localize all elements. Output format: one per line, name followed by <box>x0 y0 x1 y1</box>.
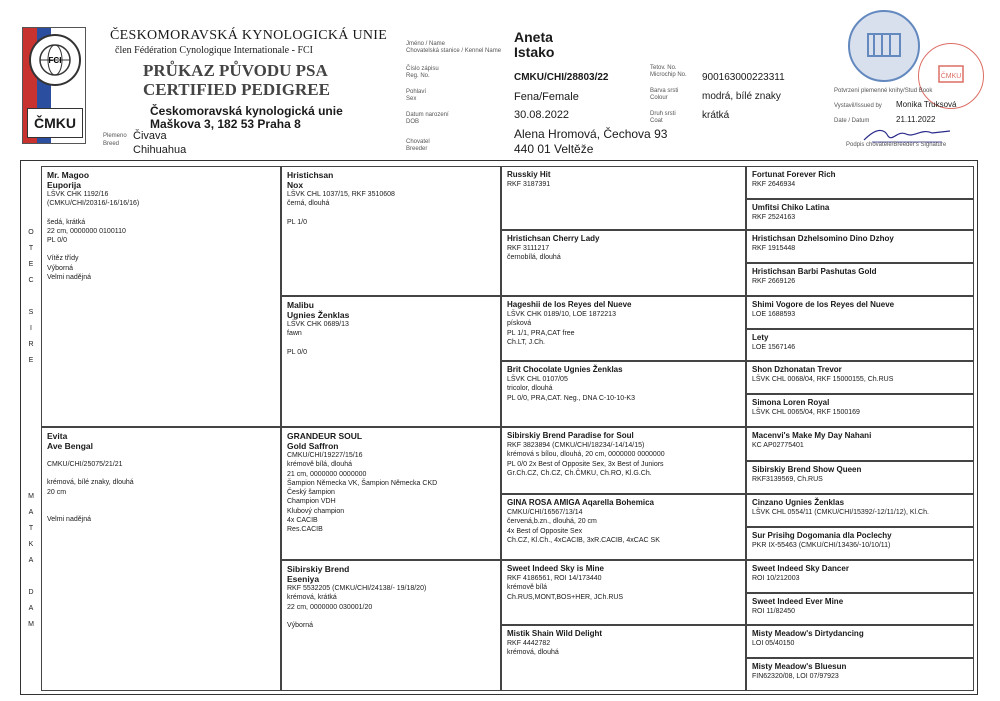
ancestor-line: Ch.RUS,MONT,BOS+HER, JCh.RUS <box>507 593 624 601</box>
ancestor-reg: ROI 11/82450 <box>752 608 796 615</box>
dam-side-label <box>21 489 41 633</box>
ancestor-line: 4x CACIB <box>287 517 318 525</box>
ancestor-line: RKF 5532205 (CMKU/CHI/24138/- 19/18/20) <box>287 585 427 592</box>
sire-letter <box>21 289 41 305</box>
pedigree-title-cz: PRŮKAZ PŮVODU PSA <box>143 61 328 80</box>
gen4-cell <box>746 494 974 527</box>
dam-line: krémová, bílé znaky, dlouhá <box>47 479 134 487</box>
coat-label-en: Coat <box>650 118 663 124</box>
spacer <box>47 469 275 478</box>
ancestor-line: krémově bílá <box>507 584 548 592</box>
ancestor-line: Český šampion <box>287 489 335 497</box>
ancestor-line: CMKU/CHI/16567/13/14 <box>507 509 583 516</box>
ancestor-name: Sibirskiy Brend <box>287 564 350 574</box>
ancestor-reg: LOE 1688593 <box>752 311 796 318</box>
ancestor-line: Ch.CZ, Kl.Ch., 4xCACIB, 3xR.CACIB, 4xCAC SK <box>507 536 660 544</box>
gen4-cell <box>746 461 974 494</box>
sire-dam-cell <box>281 296 501 427</box>
ancestor-name: Misty Meadow's Dirtydancing <box>752 629 864 638</box>
ancestor-line: Res.CACIB <box>287 526 323 534</box>
spacer <box>287 612 495 621</box>
ancestor-line: PL 0/0, PRA,CAT. Neg., DNA C-10-10-K3 <box>507 394 635 402</box>
dam-letter: M <box>28 493 34 500</box>
sire-line: Vítěz třídy <box>47 255 79 263</box>
gen4-cell <box>746 625 974 658</box>
ancestor-name: Lety <box>752 333 769 342</box>
dam-line: 20 cm <box>47 488 67 496</box>
ancestor-line: krémová, dlouhá <box>507 649 559 657</box>
ancestor-line: Výborná <box>287 621 314 629</box>
gen4-cell <box>746 593 974 625</box>
ancestor-line: CMKU/CHI/19227/15/16 <box>287 452 363 459</box>
dam-sire-cell <box>281 427 501 560</box>
spacer <box>47 497 275 506</box>
sire-side-label <box>21 225 41 369</box>
ancestor-reg: RKF 1915448 <box>752 245 796 252</box>
dam-line: Velmi nadějná <box>47 515 91 523</box>
ancestor-line: černá, dlouhá <box>287 200 330 208</box>
gen4-cell <box>746 296 974 329</box>
svg-text:FCI: FCI <box>48 56 62 65</box>
ancestor-name: Hristichsan Barbi Pashutas Gold <box>752 267 877 276</box>
breeder-line2: 440 01 Veltěže <box>514 142 594 156</box>
ancestor-line: Gr.Ch.CZ, Ch.CZ, Ch.ČMKU, Ch.RO, Kl.G.Ch. <box>507 469 652 477</box>
kennel-label: Chovatelská stanice / Kennel Name <box>406 48 502 54</box>
colour-value: modrá, bílé znaky <box>702 91 781 102</box>
ancestor-name: Sibirskiy Brend Show Queen <box>752 465 862 474</box>
organization-membership: člen Fédération Cynologique Internationale - FCI <box>115 45 314 56</box>
dam-letter: A <box>28 557 34 564</box>
pedigree-title-en: CERTIFIED PEDIGREE <box>143 80 330 99</box>
gen3-cell <box>501 230 746 296</box>
ancestor-name: Brit Chocolate Ugnies Ženklas <box>507 365 623 374</box>
ancestor-reg: ROI 10/212003 <box>752 575 800 582</box>
dam-letter: K <box>28 541 34 548</box>
ancestor-name: Hristichsan <box>287 170 334 180</box>
address-street: Maškova 3, 182 53 Praha 8 <box>150 117 301 131</box>
fci-globe-icon <box>29 34 81 86</box>
sire-letter: I <box>30 325 32 332</box>
ancestor-line: Ch.LT, J.Ch. <box>507 338 545 346</box>
coat-value: krátká <box>702 110 730 121</box>
dob-value: 30.08.2022 <box>514 109 570 121</box>
ancestor-line: krémově bílá, dlouhá <box>287 461 352 469</box>
gen3-cell <box>501 166 746 230</box>
dam-cell <box>41 427 281 691</box>
dam-kennel: Ave Bengal <box>47 441 93 451</box>
ancestor-name: Sweet Indeed Ever Mine <box>752 597 844 606</box>
dob-label-cz: Datum narození <box>406 112 449 118</box>
breed-value-en: Chihuahua <box>133 144 187 156</box>
ancestor-name: GRANDEUR SOUL <box>287 431 363 441</box>
organization-name: ČESKOMORAVSKÁ KYNOLOGICKÁ UNIE <box>110 28 388 43</box>
ancestor-kennel: Eseniya <box>287 574 320 584</box>
sire-line: (CMKU/CHI/20316/-16/16/16) <box>47 200 140 208</box>
breeder-line1: Alena Hromová, Čechova 93 <box>514 127 668 141</box>
gen3-cell <box>501 361 746 427</box>
ancestor-line: tricolor, dlouhá <box>507 385 553 393</box>
ancestor-line: Champion VDH <box>287 498 336 506</box>
date-label: Date / Datum <box>834 118 870 124</box>
ancestor-line: červená,b.zn., dlouhá, 20 cm <box>507 518 597 526</box>
ancestor-name: Misty Meadow's Bluesun <box>752 662 847 671</box>
gen3-cell <box>501 560 746 625</box>
ancestor-name: GINA ROSA AMIGA Aqarella Bohemica <box>507 498 654 507</box>
spacer <box>47 451 275 460</box>
gen4-cell <box>746 263 974 296</box>
ancestor-reg: LOI 05/40150 <box>752 640 795 647</box>
ancestor-reg: LŠVK CHL 0068/04, RKF 15000155, Ch.RUS <box>752 376 894 383</box>
ancestor-name: Russkiy Hit <box>507 170 551 179</box>
hologram-stamp-icon <box>848 10 920 82</box>
ancestor-line: krémová, krátká <box>287 594 337 602</box>
sire-line: LŠVK CHK 1192/16 <box>47 191 109 198</box>
dam-letter: A <box>28 509 34 516</box>
ancestor-reg: KC AP02775401 <box>752 442 804 449</box>
reg-number: CMKU/CHI/28803/22 <box>514 72 609 83</box>
breed-label-cz: Plemeno <box>103 133 127 139</box>
ancestor-reg: FIN62320/08, LOI 07/97923 <box>752 673 839 680</box>
tattoo-label: Tetov. No. <box>650 65 677 71</box>
dog-name: Aneta <box>514 29 553 45</box>
ancestor-name: Sweet Indeed Sky Dancer <box>752 564 849 573</box>
sex-label-cz: Pohlaví <box>406 89 427 95</box>
reg-label-cz: Číslo zápisu <box>406 66 439 72</box>
ancestor-name: Simona Loren Royal <box>752 398 830 407</box>
ancestor-name: Sur Prisihg Dogomania dla Poclechy <box>752 531 892 540</box>
dob-label-en: DOB <box>406 119 420 125</box>
gen4-cell <box>746 199 974 230</box>
gen4-cell <box>746 394 974 427</box>
spacer <box>287 339 495 348</box>
ancestor-line: RKF 4442782 <box>507 640 551 647</box>
gen4-cell <box>746 658 974 691</box>
ancestor-line: RKF 3187391 <box>507 181 551 188</box>
gen3-cell <box>501 296 746 361</box>
ancestor-line: 4x Best of Opposite Sex <box>507 527 583 535</box>
ancestor-line: PL 1/0 <box>287 218 307 226</box>
spacer <box>47 506 275 515</box>
ancestor-name: Umfitsi Chiko Latina <box>752 203 830 212</box>
cmku-logo <box>22 27 86 144</box>
ancestor-line: Klubový champion <box>287 507 345 515</box>
breeder-label-en: Breeder <box>406 146 428 152</box>
issued-by-value: Monika Truksová <box>896 100 957 109</box>
gen4-cell <box>746 527 974 560</box>
signature-label: Podpis chovatele/Breeder's Signature <box>846 142 947 148</box>
spacer <box>47 245 275 254</box>
sex-label-en: Sex <box>406 96 417 102</box>
gen4-cell <box>746 361 974 394</box>
ancestor-line: LŠVK CHL 0107/05 <box>507 376 568 383</box>
ancestor-line: fawn <box>287 330 302 338</box>
ancestor-reg: LŠVK CHL 0065/04, RKF 1500169 <box>752 409 860 416</box>
ancestor-line: PL 0/0 2x Best of Opposite Sex, 3x Best of Juniors <box>507 460 664 468</box>
sire-name: Mr. Magoo <box>47 170 90 180</box>
gen4-cell <box>746 560 974 593</box>
ancestor-line: písková <box>507 320 532 328</box>
studbook-label: Potvrzení plemenné knihy/Stud Book <box>834 88 933 94</box>
dam-line: CMKU/CHI/25075/21/21 <box>47 461 123 468</box>
dam-letter: T <box>28 525 34 532</box>
ancestor-name: Fortunat Forever Rich <box>752 170 836 179</box>
microchip-value: 900163000223311 <box>702 72 785 83</box>
coat-label-cz: Druh srsti <box>650 111 676 117</box>
sire-letter: O <box>28 229 34 236</box>
ancestor-line: 21 cm, 0000000 0000000 <box>287 470 367 478</box>
sire-line: 22 cm, 0000000 0100110 <box>47 227 126 235</box>
breeder-label-cz: Chovatel <box>406 139 430 145</box>
gen3-cell <box>501 494 746 560</box>
ancestor-line: 22 cm, 0000000 030001/20 <box>287 603 373 611</box>
ancestor-reg: PKR IX-55463 (CMKU/CHI/13436/-10/10/11) <box>752 542 891 549</box>
sire-letter: E <box>28 261 34 268</box>
ancestor-reg: RKF3139569, Ch.RUS <box>752 476 823 483</box>
ancestor-line: krémová s bílou, dlouhá, 20 cm, 0000000 0000000 <box>507 451 665 459</box>
sire-kennel: Euporija <box>47 180 82 190</box>
breed-value-cz: Čivava <box>133 130 167 142</box>
sire-cell <box>41 166 281 427</box>
ancestor-line: LŠVK CHK 0189/10, LOE 1872213 <box>507 311 616 318</box>
date-value: 21.11.2022 <box>896 115 936 124</box>
ancestor-line: Šampion Německa VK, Šampion Německa CKD <box>287 479 438 487</box>
ancestor-name: Macenvi's Make My Day Nahani <box>752 431 872 440</box>
sire-letter: C <box>28 277 34 284</box>
ancestor-name: Shimi Vogore de los Reyes del Nueve <box>752 300 895 309</box>
ancestor-line: PL 1/1, PRA,CAT free <box>507 329 575 337</box>
colour-label-en: Colour <box>650 95 668 101</box>
ancestor-line: černobílá, dlouhá <box>507 254 561 262</box>
dam-letter: D <box>28 589 34 596</box>
breed-label-en: Breed <box>103 141 120 147</box>
ancestor-reg: RKF 2669126 <box>752 278 796 285</box>
ancestor-line: RKF 3823894 (CMKU/CHI/18234/-14/14/15) <box>507 442 645 449</box>
pedigree-table <box>20 160 978 695</box>
address-name: Českomoravská kynologická unie <box>150 104 343 118</box>
gen4-cell <box>746 329 974 361</box>
ancestor-name: Shon Dzhonatan Trevor <box>752 365 842 374</box>
dog-kennel: Istako <box>514 44 555 60</box>
reg-label-en: Reg. No. <box>406 73 430 79</box>
ancestor-reg: RKF 2646934 <box>752 181 796 188</box>
dam-dam-cell <box>281 560 501 691</box>
sire-line: Výborná <box>47 264 74 272</box>
ancestor-name: Sweet Indeed Sky is Mine <box>507 564 604 573</box>
ancestor-name: Mistik Shain Wild Delight <box>507 629 603 638</box>
sire-letter: E <box>28 357 34 364</box>
ancestor-line: LŠVK CHK 0689/13 <box>287 321 349 328</box>
sire-sire-cell <box>281 166 501 296</box>
sire-line: šedá, krátká <box>47 218 86 226</box>
issued-label: Vystavil/Issued by <box>834 103 882 109</box>
cmku-logo-text: ČMKU <box>27 108 83 138</box>
gen4-cell <box>746 166 974 199</box>
ancestor-kennel: Ugnies Ženklas <box>287 310 350 320</box>
sex-value: Fena/Female <box>514 91 579 103</box>
sire-letter: S <box>28 309 34 316</box>
ancestor-reg: LOE 1567146 <box>752 344 796 351</box>
svg-text:ČMKU: ČMKU <box>940 73 962 80</box>
ancestor-name: Malibu <box>287 300 314 310</box>
gen3-cell <box>501 427 746 494</box>
dam-name: Evita <box>47 431 68 441</box>
dam-letter: A <box>28 605 34 612</box>
ancestor-name: Hageshii de los Reyes del Nueve <box>507 300 632 309</box>
spacer <box>47 209 275 218</box>
ancestor-line: PL 0/0 <box>287 348 307 356</box>
ancestor-line: RKF 4186561, ROI 14/173440 <box>507 575 602 582</box>
sire-line: PL 0/0 <box>47 237 67 245</box>
name-label: Jméno / Name <box>406 41 446 47</box>
ancestor-kennel: Nox <box>287 180 304 190</box>
colour-label-cz: Barva srsti <box>650 88 679 94</box>
dam-letter <box>21 569 41 585</box>
microchip-label: Microchip No. <box>650 72 687 78</box>
ancestor-reg: LŠVK CHL 0554/11 (CMKU/CHI/15392/-12/11/12), Kl.Ch. <box>752 509 929 516</box>
gen4-cell <box>746 427 974 461</box>
spacer <box>287 209 495 218</box>
ancestor-line: RKF 3111217 <box>507 245 550 252</box>
ancestor-name: Hristichsan Dzhelsomino Dino Dzhoy <box>752 234 894 243</box>
sire-letter: R <box>28 341 34 348</box>
sire-line: Velmi nadějná <box>47 274 91 282</box>
ancestor-name: Cinzano Ugnies Ženklas <box>752 498 845 507</box>
gen4-cell <box>746 230 974 263</box>
sire-letter: T <box>28 245 34 252</box>
ancestor-name: Hristichsan Cherry Lady <box>507 234 600 243</box>
ancestor-kennel: Gold Saffron <box>287 441 339 451</box>
gen3-cell <box>501 625 746 691</box>
ancestor-name: Sibirskiy Brend Paradise for Soul <box>507 431 634 440</box>
dam-letter: M <box>28 621 34 628</box>
ancestor-line: LŠVK CHL 1037/15, RKF 3510608 <box>287 191 395 198</box>
ancestor-reg: RKF 2524163 <box>752 214 796 221</box>
